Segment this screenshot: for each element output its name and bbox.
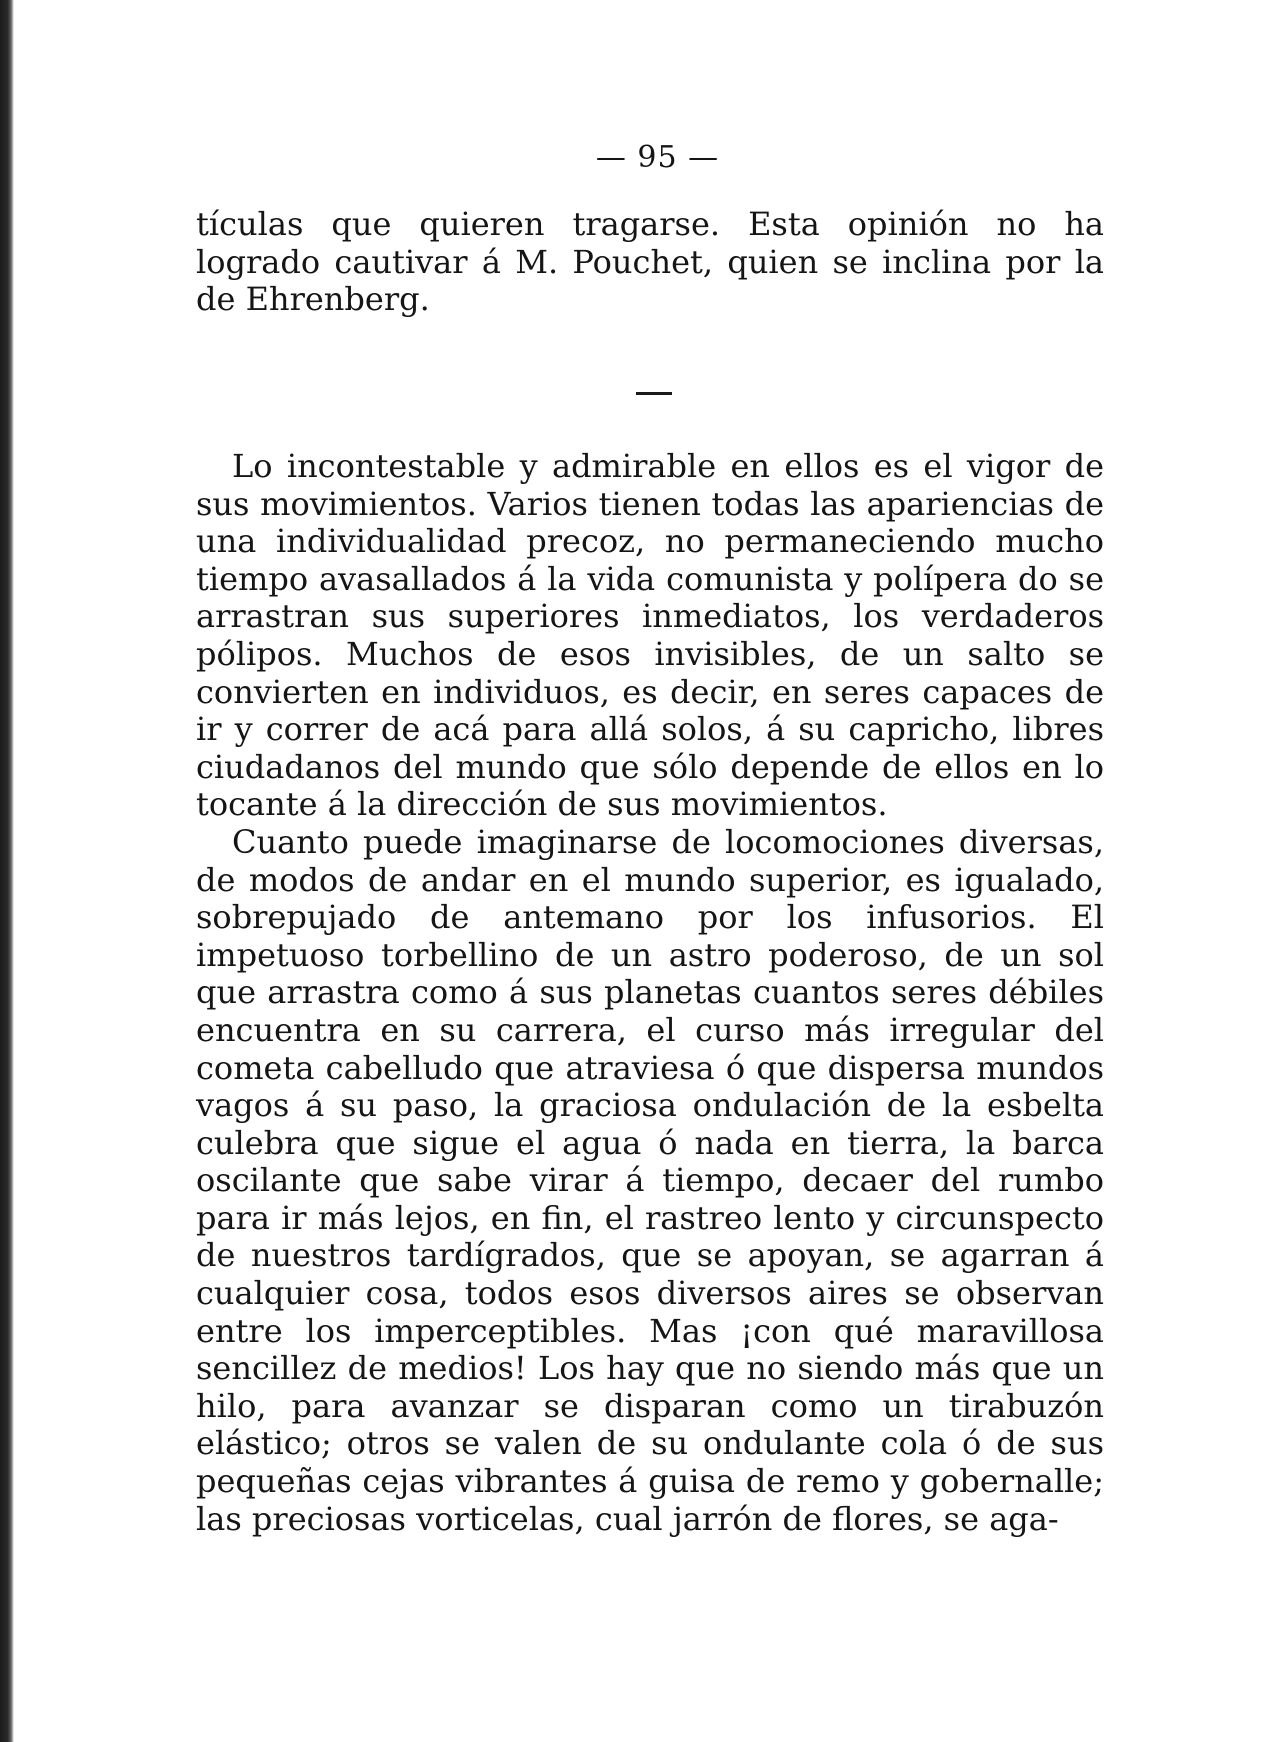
paragraph: Cuanto puede imaginarse de locomociones diversas, de modos de andar en el mundo superior, es igualado, sobrepujado de antemano por los infusorios. El impetuoso torbellino de un astro poderoso, de un sol que arrastra como á sus planetas cuantos seres débiles encuentra en su carrera, el curso más irregular del cometa cabelludo que atraviesa ó que dispersa mundos vagos á su paso, la graciosa ondulación de la esbelta culebra que sigue el agua ó nada en tierra, la barca oscilante que sabe virar á tiempo, decaer del rumbo para ir más lejos, en fin, el rastreo lento y circunspecto de nuestros tardígrados, que se apoyan, se agarran á cualquier cosa, todos esos diversos aires se observan entre los imperceptibles. Mas ¡con qué maravillosa sencillez de medios! Los hay que no siendo más que un hilo, para avanzar se disparan como un tirabuzón elástico; otros se valen de su ondulante cola ó de sus pequeñas cejas vibrantes á guisa de remo y gobernalle; las preciosas vorticelas, cual jarrón de flores, se aga- <box>196 822 1104 1538</box>
continued-text-block <box>196 206 1104 319</box>
continued-paragraph: tículas que quieren tragarse. Esta opinión no ha logrado cautivar á M. Pouchet, quien se inclina por la de Ehrenberg. <box>196 205 1104 319</box>
binding-edge <box>0 0 14 1742</box>
paragraph: Lo incontestable y admirable en ellos es el vigor de sus movimientos. Varios tienen todas las apariencias de una individualidad precoz, no permaneciendo mucho tiempo avasallados á la vida comunista y polípera do se arrastran sus superiores inmediatos, los verdaderos pólipos. Muchos de esos invisibles, de un salto se convierten en individuos, es decir, en seres capaces de ir y correr de acá para allá solos, á su capricho, libres ciudadanos del mundo que sólo depende de ellos en lo tocante á la dirección de sus movimientos. <box>196 447 1104 824</box>
main-text-block <box>196 448 1104 1538</box>
page-number: — 95 — <box>595 140 720 175</box>
section-divider <box>636 392 672 395</box>
